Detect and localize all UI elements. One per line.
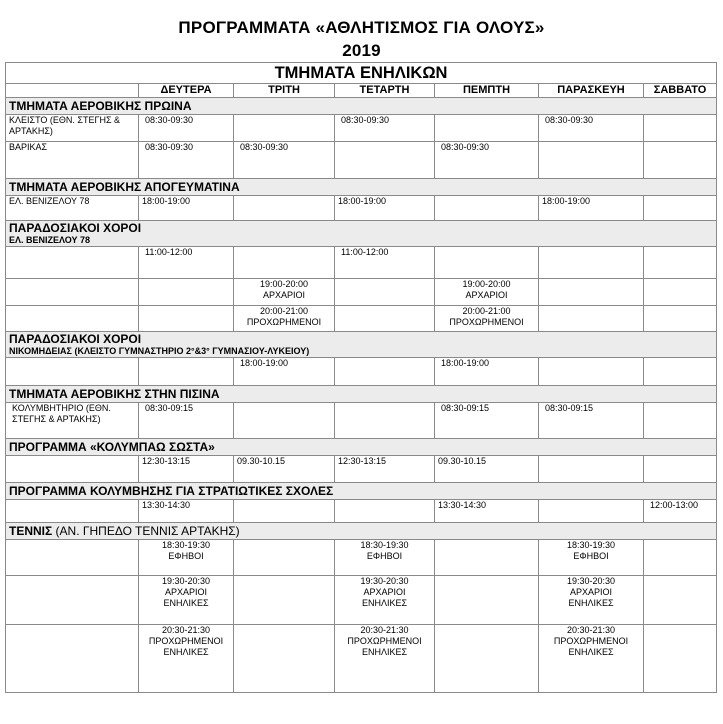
table-title: ΤΜΗΜΑΤΑ ΕΝΗΛΙΚΩΝ — [6, 63, 717, 84]
empty-cell — [644, 358, 717, 386]
time-text: 19:00-20:00 — [462, 279, 511, 289]
time-cell: 08:30-09:30 — [335, 115, 435, 142]
empty-cell — [644, 115, 717, 142]
level-text: ΑΡΧΑΡΙΟΙ — [465, 290, 508, 300]
time-text: 20:30-21:30 — [566, 625, 616, 635]
time-cell — [335, 540, 435, 576]
empty-cell — [435, 196, 539, 221]
empty-cell — [139, 358, 234, 386]
level-text: ΑΡΧΑΡΙΟΙ — [569, 587, 613, 597]
empty-cell — [6, 456, 139, 483]
empty-cell — [6, 306, 139, 332]
empty-cell — [644, 403, 717, 439]
level-text: ΠΡΟΧΩΡΗΜΕΝΟΙ — [449, 317, 524, 327]
empty-cell — [335, 358, 435, 386]
empty-cell — [335, 403, 435, 439]
section-title: ΠΑΡΑΔΟΣΙΑΚΟΙ ΧΟΡΟΙ — [9, 221, 142, 235]
time-cell: 12:30-13:15 — [335, 456, 435, 483]
empty-cell — [539, 142, 644, 179]
section-title-block — [6, 523, 717, 540]
level-text: ΕΝΗΛΙΚΕΣ — [361, 598, 408, 608]
empty-cell — [435, 576, 539, 625]
empty-cell — [644, 306, 717, 332]
empty-cell — [234, 247, 335, 279]
empty-cell — [539, 306, 644, 332]
empty-cell — [539, 247, 644, 279]
time-cell: 08:30-09:15 — [435, 403, 539, 439]
empty-cell — [234, 540, 335, 576]
empty-cell — [6, 625, 139, 693]
time-cell: 09.30-10.15 — [435, 456, 539, 483]
empty-cell — [234, 196, 335, 221]
time-cell: 08:30-09:15 — [139, 403, 234, 439]
time-cell: 18:00-19:00 — [435, 358, 539, 386]
empty-cell — [644, 540, 717, 576]
level-text: ΕΦΗΒΟΙ — [366, 551, 403, 561]
time-cell: 18:00-19:00 — [139, 196, 234, 221]
empty-cell — [335, 142, 435, 179]
empty-cell — [335, 306, 435, 332]
time-cell — [539, 625, 644, 693]
empty-cell — [644, 456, 717, 483]
empty-cell — [435, 247, 539, 279]
empty-cell — [139, 279, 234, 306]
section-subtitle: ΝΙΚΟΜΗΔΕΙΑΣ (ΚΛΕΙΣΤΟ ΓΥΜΝΑΣΤΗΡΙΟ 2°&3° ΓΥΜΝΑΣΙΟΥ-ΛΥΚΕΙΟΥ) — [9, 346, 310, 356]
section-title-block — [6, 332, 717, 358]
time-cell: 12:00-13:00 — [644, 500, 717, 523]
level-text: ΠΡΟΧΩΡΗΜΕΝΟΙ — [347, 636, 422, 646]
section-title: ΠΡΟΓΡΑΜΜΑ ΚΟΛΥΜΒΗΣΗΣ ΓΙΑ ΣΤΡΑΤΙΩΤΙΚΕΣ ΣΧΟΛΕΣ — [6, 483, 717, 500]
section-title: ΤΕΝΝΙΣ — [9, 524, 53, 538]
time-cell: 11:00-12:00 — [335, 247, 435, 279]
day-header-thursday: ΠΕΜΠΤΗ — [435, 84, 539, 98]
location-cell: ΚΟΛΥΜΒΗΤΗΡΙΟ (ΕΘΝ. ΣΤΕΓΗΣ & ΑΡΤΑΚΗΣ) — [6, 403, 139, 439]
empty-cell — [539, 358, 644, 386]
level-text: ΑΡΧΑΡΙΟΙ — [363, 587, 406, 597]
empty-cell — [644, 279, 717, 306]
section-subtitle: ΕΛ. ΒΕΝΙΖΕΛΟΥ 78 — [9, 235, 91, 245]
time-cell: 18:00-19:00 — [234, 358, 335, 386]
time-cell: 08:30-09:30 — [234, 142, 335, 179]
empty-cell — [435, 540, 539, 576]
empty-cell — [6, 279, 139, 306]
empty-cell — [234, 115, 335, 142]
empty-cell — [644, 247, 717, 279]
time-cell — [335, 625, 435, 693]
empty-cell — [644, 142, 717, 179]
level-text: ΕΝΗΛΙΚΕΣ — [163, 647, 209, 657]
level-text: ΠΡΟΧΩΡΗΜΕΝΟΙ — [148, 636, 224, 646]
time-cell: 08:30-09:30 — [139, 115, 234, 142]
time-text: 19:30-20:30 — [161, 576, 211, 586]
location-cell: ΒΑΡΙΚΑΣ — [6, 142, 139, 179]
empty-cell — [234, 403, 335, 439]
time-text: 20:30-21:30 — [161, 625, 211, 635]
level-text: ΠΡΟΧΩΡΗΜΕΝΟΙ — [246, 317, 322, 327]
level-text: ΕΝΗΛΙΚΕΣ — [568, 598, 614, 608]
level-text: ΕΝΗΛΙΚΕΣ — [361, 647, 408, 657]
day-header-monday: ΔΕΥΤΕΡΑ — [139, 84, 234, 98]
time-cell — [335, 576, 435, 625]
time-text: 18:30-19:30 — [360, 540, 409, 550]
time-cell: 12:30-13:15 — [139, 456, 234, 483]
empty-cell — [6, 247, 139, 279]
time-cell — [139, 625, 234, 693]
time-cell: 08:30-09:30 — [539, 115, 644, 142]
day-header-wednesday: ΤΕΤΑΡΤΗ — [335, 84, 435, 98]
time-cell — [539, 576, 644, 625]
level-text: ΠΡΟΧΩΡΗΜΕΝΟΙ — [553, 636, 629, 646]
time-text: 19:30-20:30 — [566, 576, 616, 586]
empty-cell — [435, 625, 539, 693]
location-cell: ΚΛΕΙΣΤΟ (ΕΘΝ. ΣΤΕΓΗΣ & ΑΡΤΑΚΗΣ) — [6, 115, 139, 142]
time-text: 20:00-21:00 — [259, 306, 309, 316]
time-cell — [139, 540, 234, 576]
day-header-friday: ΠΑΡΑΣΚΕΥΗ — [539, 84, 644, 98]
time-text: 18:30-19:30 — [566, 540, 616, 550]
empty-cell — [234, 625, 335, 693]
empty-cell — [644, 196, 717, 221]
empty-cell — [539, 279, 644, 306]
level-text: ΑΡΧΑΡΙΟΙ — [164, 587, 208, 597]
empty-cell — [644, 625, 717, 693]
empty-cell — [234, 500, 335, 523]
section-title: ΤΜΗΜΑΤΑ ΑΕΡΟΒΙΚΗΣ ΠΡΩΙΝΑ — [6, 98, 717, 115]
location-cell: ΕΛ. ΒΕΝΙΖΕΛΟΥ 78 — [6, 196, 139, 221]
time-text: 20:30-21:30 — [360, 625, 409, 635]
time-cell — [435, 306, 539, 332]
page-year: 2019 — [342, 41, 381, 60]
schedule-table — [5, 62, 717, 693]
empty-cell — [539, 456, 644, 483]
time-text: 20:00-21:00 — [462, 306, 511, 316]
time-cell — [234, 306, 335, 332]
time-cell: 13:30-14:30 — [139, 500, 234, 523]
time-text: 19:00-20:00 — [259, 279, 309, 289]
day-header-saturday: ΣΑΒΒΑΤΟ — [644, 84, 717, 98]
empty-cell — [644, 576, 717, 625]
level-text: ΕΝΗΛΙΚΕΣ — [163, 598, 209, 608]
time-cell: 11:00-12:00 — [139, 247, 234, 279]
empty-cell — [234, 576, 335, 625]
level-text: ΕΦΗΒΟΙ — [573, 551, 609, 561]
empty-cell — [139, 306, 234, 332]
section-title: ΠΑΡΑΔΟΣΙΑΚΟΙ ΧΟΡΟΙ — [9, 332, 142, 346]
section-title-block — [6, 221, 717, 247]
empty-cell — [6, 358, 139, 386]
level-text: ΕΦΗΒΟΙ — [168, 551, 204, 561]
time-cell: 09.30-10.15 — [234, 456, 335, 483]
time-cell: 08:30-09:30 — [139, 142, 234, 179]
time-cell — [139, 576, 234, 625]
time-cell: 08:30-09:15 — [539, 403, 644, 439]
time-text: 18:30-19:30 — [161, 540, 211, 550]
time-cell: 08:30-09:30 — [435, 142, 539, 179]
time-cell: 18:00-19:00 — [539, 196, 644, 221]
empty-cell — [6, 540, 139, 576]
time-text: 19:30-20:30 — [360, 576, 409, 586]
time-cell — [435, 279, 539, 306]
day-header-empty — [6, 84, 139, 98]
day-header-tuesday: ΤΡΙΤΗ — [234, 84, 335, 98]
empty-cell — [6, 500, 139, 523]
time-cell: 18:00-19:00 — [335, 196, 435, 221]
section-title-location: (ΑΝ. ΓΗΠΕΔΟ ΤΕΝΝΙΣ ΑΡΤΑΚΗΣ) — [55, 524, 240, 538]
time-cell — [539, 540, 644, 576]
section-title: ΤΜΗΜΑΤΑ ΑΕΡΟΒΙΚΗΣ ΣΤΗΝ ΠΙΣΙΝΑ — [6, 386, 717, 403]
section-title: ΠΡΟΓΡΑΜΜΑ «ΚΟΛΥΜΠΑΩ ΣΩΣΤΑ» — [6, 439, 717, 456]
empty-cell — [539, 500, 644, 523]
section-title: ΤΜΗΜΑΤΑ ΑΕΡΟΒΙΚΗΣ ΑΠΟΓΕΥΜΑΤΙΝΑ — [6, 179, 717, 196]
empty-cell — [435, 115, 539, 142]
page-title: ΠΡΟΓΡΑΜΜΑΤΑ «ΑΘΛΗΤΙΣΜΟΣ ΓΙΑ ΟΛΟΥΣ» — [178, 18, 545, 37]
level-text: ΑΡΧΑΡΙΟΙ — [262, 290, 306, 300]
empty-cell — [335, 500, 435, 523]
time-cell: 13:30-14:30 — [435, 500, 539, 523]
level-text: ΕΝΗΛΙΚΕΣ — [568, 647, 614, 657]
empty-cell — [335, 279, 435, 306]
time-cell — [234, 279, 335, 306]
empty-cell — [6, 576, 139, 625]
